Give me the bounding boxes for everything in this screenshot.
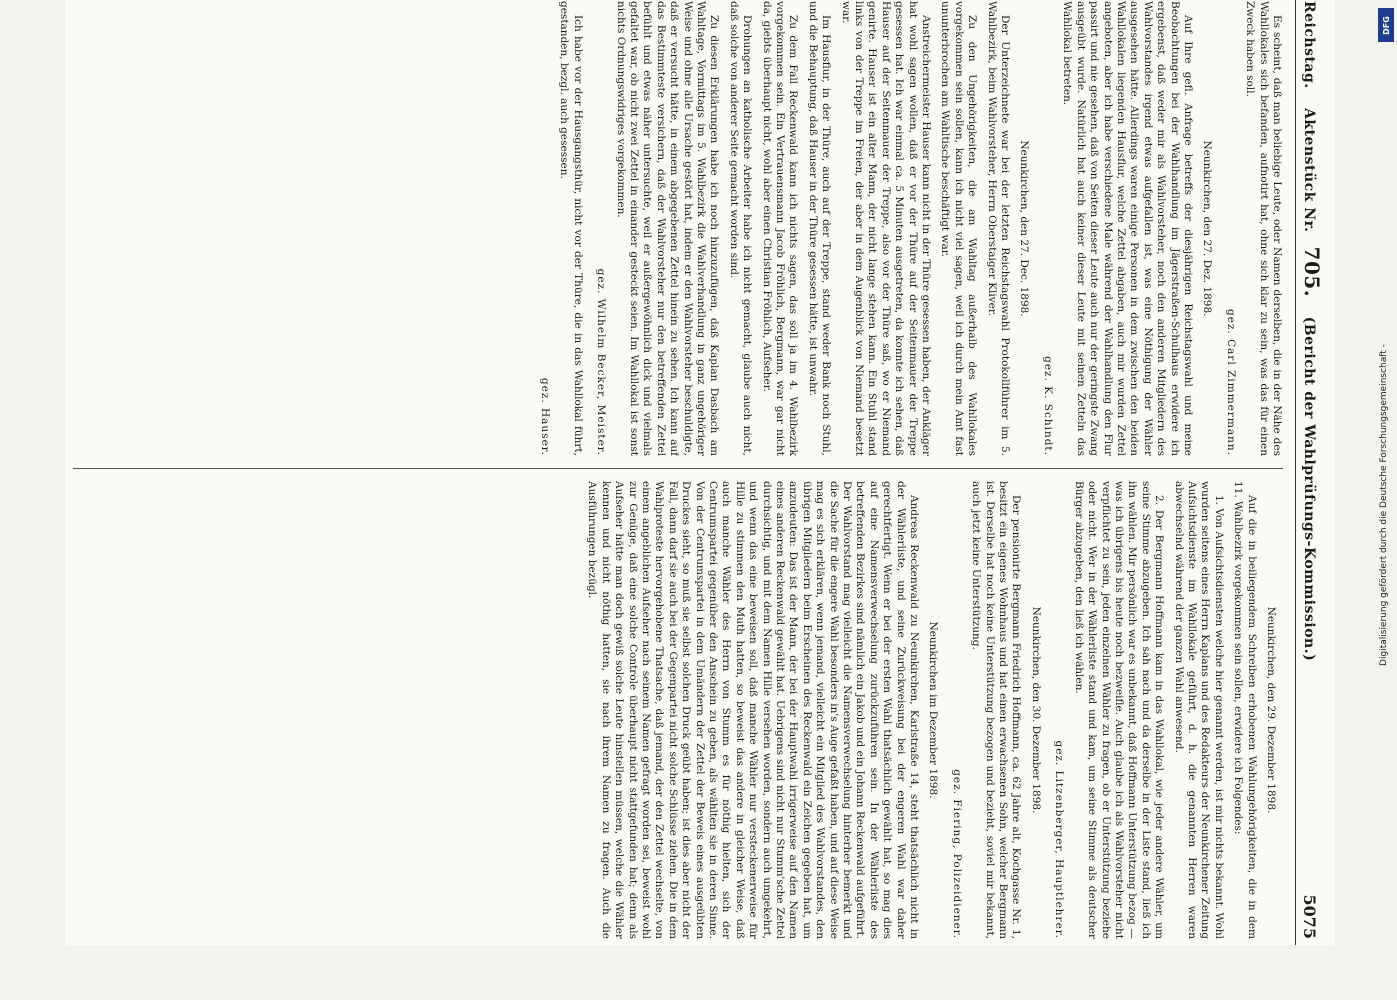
paragraph: Andreas Reckenwald zu Neunkirchen, Karlstraße 14, steht thatsächlich nicht in der Wählerliste, und seine Zurückweisung bei der engeren Wahl war daher gerechtfertigt. Wenn er bei der ersten Wahl thatsächlich gewählt hat, so mag dies auf eine Namensverwechselung zurückzuführen sein. In der Wählerliste des betreffenden Bezirkes sind nämlich ein Jakob und ein Johann Reckenwald aufgeführt. Der Wahlvorstand mag vielleicht die Namensverwechselung hinterher bemerkt und die Sache für die engere Wahl besonders in's Auge gefaßt haben, und auf diese Weise mag es sich erklären, wenn jemand, vielleicht ein Mitglied des Wahlvorstandes, den übrigen Mitgliedern beim Erscheinen des Reckenwald ein Zeichen gegeben hat, um anzudeuten: Das ist der Mann, der bei der Hauptwahl irrigerweise auf den Namen eines anderen Reckenwald gewählt hat. Uebrigens sind nicht nur Stumm'sche Zettel durchsichtig, und mit dem Namen Hille versehen worden, sondern auch umgekehrt, und wenn das eine beweisen soll, daß manche Wähler nur versteckenerweise für Hille zu stimmen den Muth hatten, so beweist das andere in gleicher Weise, daß auch manche Wähler des Herrn von Stumm es für nöthig hielten, sich der Centrumspartei gegenüber den Anschein zu geben, als wählten sie in deren Sinne. Von der Centrumspartei in dem Umändern der Zettel der Beweis eines ausgeübten Druckes sieht, so muß sie selbst solchen Druck geübt haben; ist dies aber nicht der Fall, dann darf sie auch bei der Gegenpartei nicht solche Schlüsse ziehen. Die in dem Wahlproteste hervorgehobene Thatsache, daß jemand, der den Zettel wechselte, von einem angeblichen Aufseher nach seinem Namen gefragt worden sei, beweist wohl zur Genüge, daß eine solche Controle überhaupt nicht stattgefunden hat; denn als Aufseher hätte man doch gewiß solche Leute hinstellen müssen, welche die Wähler kennen und nicht nöthig hatten, sie nach ihrem Namen zu fragen. Auch die Ausführungen bezügl. [586, 481, 921, 939]
document-page [65, 0, 1335, 945]
header-doc-number: 705. [1300, 246, 1324, 298]
paragraph: Zu den Ungehörigkeiten, die am Wahltag außerhalb des Wahllokales vorgekommen sein sollen, kann ich nicht viel sagen, weil ich durch mein Amt fast ununterbrochen am Wahltische beschäftigt war. [939, 1, 979, 456]
digitization-note-text: Digitalisierung gefördert durch die Deutsche Forschungsgemeinschaft - [1379, 344, 1389, 666]
paragraph: Ich habe vor der Hausgangsthür, nicht vor der Thüre, die in das Wahllokal führt, gestanden, bezgl. auch gesessen. [558, 1, 584, 456]
paragraph: Auf die in beiliegendem Schreiben erhobenen Wahlungehörigkeiten, die in dem 11. Wahlbezirk vorgekommen sein sollen, erwidere ich Folgendes: [1232, 481, 1258, 939]
signature: gez. Wilhelm Becker, Meister. [595, 268, 608, 456]
paragraph: Zu dem Fall Reckenwald kann ich nichts sagen, das soll ja im 4. Wahlbezirk vorgekommen sein. Ein Vertrauensmann Jacob Fröhlich, Bergmann, war gar nicht da, giebts überhaupt nicht, wohl aber einen Christian Fröhlich, Aufseher. [760, 1, 800, 456]
header-doc-label: Aktenstück Nr. [1301, 108, 1317, 233]
paragraph: Anstreichermeister Hauser kann nicht in der Thüre gesessen haben, der Ankläger hat wohl sagen wollen, daß er vor der Thüre auf der Seitenmauer der Treppe gesessen hat. Ich war einmal ca. 5 Minuten ausgetreten, da konnte ich sehen, daß Hauser auf der Seitenmauer der Treppe, also vor der Thüre saß, wo er Niemand genirte. Hauser ist ein alter Mann, der nicht lange stehen kann. Ein Stuhl stand links von der Treppe im Freien, der aber in dem Augenblick von Niemand besetzt war. [839, 1, 933, 456]
dateline: Neunkirchen, den 27. Dez. 1898. [1201, 140, 1214, 317]
dfg-logo [1378, 8, 1394, 42]
signature: gez. Litzenberger, Hauptlehrer. [1053, 740, 1066, 939]
header-left-title: Reichstag. [1301, 1, 1317, 89]
digitization-note [1374, 50, 1394, 950]
dfg-logo-text: DFG [1381, 15, 1391, 35]
dateline: Neunkirchen, den 27. Dec. 1898. [1018, 140, 1031, 317]
signature: gez. Carl Zimmermann. [1224, 308, 1237, 456]
signature: gez. Hauser. [538, 377, 551, 456]
paragraph: Drohungen an katholische Arbeiter habe ich nicht gemacht, glaube auch nicht, daß solche von anderer Seite gemacht worden sind. [727, 1, 754, 456]
page-header [1295, 0, 1335, 945]
paragraph: Der pensionirte Bergmann Friedrich Hoffmann, ca. 62 Jahre alt, Kochgasse Nr. 1, besitzt ein eigenes Wohnhaus und hat einen erwachsenen Sohn, welcher Bergmann ist. Derselbe hat noch keine Unterstützung bezogen und bezieht, soviel mir bekannt, auch jetzt keine Unterstützung. [970, 481, 1023, 939]
page-number: 5075 [1300, 894, 1319, 939]
paragraph: Im Hausflur, in der Thüre, auch auf der Treppe, stand weder Bank noch Stuhl, und die Behauptung, daß Hauser in der Thüre gesessen hätte, ist unwahr. [806, 1, 833, 456]
paragraph: Der Unterzeichnete war bei der letzten Reichstagswahl Protokollführer im 5. Wahlbezirk, beim Wahlvorsteher, Herrn Oberstaiger Kliver. [985, 1, 1012, 456]
dateline: Neunkirchen im Dezember 1898. [927, 621, 940, 799]
paragraph: Auf Ihre gefl. Anfrage betreffs der diesjährigen Reichstagswahl und meine Beobachtungen bei der Wahlhandlung im Jägerstraßen-Schulhaus erwidere ich ergebenst, daß weder mir als Wahlvorsteher, noch den anderen Mitgliedern des Wahlvorstandes irgend etwas aufgefallen ist, was eine Nöthigung der Wähler ausgesehen hätte. Allerdings waren einige Personen in dem zwischen den beiden Wahllokalen liegenden Hausflur, welche Zettel abgaben, auch mir wurden Zettel angeboten, aber ich habe verschiedene Male während der Wahlhandlung den Flur passirt und nie gesehen, daß von Seiten dieser Leute auch nur der geringste Zwang ausgeübt wurde. Natürlich hat auch keiner dieser Leute mit seinen Zetteln das Wahllokal betreten. [1061, 1, 1194, 456]
paragraph: Zu diesen Erklärungen habe ich noch hinzuzufügen, daß Kaplan Dasbach am Wahltage, Vormittags im 5. Wahlbezirk die Wahlverhandlung in ganz ungehöriger Weise und ohne alle Ursache gestört hat, indem er den Wahlvorsteher beschuldigte, daß er versucht hätte, in einem abgegebenen Zettel hinein zu sehen. Ich kann auf das Bestimmteste versichern, daß der Wahlvorsteher nur den betreffenden Zettel befühlt und etwas näher untersuchte, weil er außergewöhnlich dick und vielmals gefaltet war, ob nicht zwei Zettel in einander gesteckt seien. Im Wahllokal ist sonst nichts Ordnungswidriges vorgekommen. [614, 1, 721, 456]
paragraph: Es scheint, daß man beliebige Leute, oder Namen derselben, die in der Nähe des Wahllokales sich befanden, aufnotirt hat, ohne sich klar zu sein, was das für einen Zweck haben soll. [1244, 1, 1283, 456]
column-left [73, 1, 1283, 456]
header-subject: (Bericht der Wahlprüfungs-Kommission.) [1301, 316, 1317, 662]
paragraph: 1. Von Aufsichtsdiensten welche hier genannt werden, ist mir nichts bekannt. Wohl wurden seitens eines Herrn Kaplans und des Redakteurs der Neunkirchener Zeitung Aufsichtsdienste im Wahllokale geführt, d. h. die genannten Herren waren abwechselnd während der ganzen Wahl anwesend. [1172, 481, 1225, 939]
signature: gez. Fiering, Polizeidiener. [950, 769, 963, 939]
dateline: Neunkirchen, den 30. Dezember 1898. [1029, 606, 1042, 814]
paragraph: 2. Der Bergmann Hoffmann kam in das Wahllokal, wie jeder andere Wähler, um seine Stimme abzugeben. Ich sah nach und da derselbe in der Liste stand, ließ ich ihn wählen. Mir persönlich war es unbekannt, daß Hoffmann Unterstützung bezog — was ich übrigens bis heute noch bezweifle. Auch glaube ich als Wahlvorsteher nicht verpflichtet zu sein, jeden einzelnen Wähler zu fragen, ob er Unterstützung beziehe oder nicht. Wer in der Wählerliste stand und kam, um seine Stimme als deutscher Bürger abzugeben, den ließ ich wählen. [1072, 481, 1166, 939]
signature: gez. K. Schindt. [1041, 356, 1054, 456]
header-title [1300, 1, 1324, 675]
column-divider [73, 468, 1283, 469]
column-right [73, 481, 1283, 939]
dateline: Neunkirchen, den 29. Dezember 1898. [1265, 606, 1277, 814]
